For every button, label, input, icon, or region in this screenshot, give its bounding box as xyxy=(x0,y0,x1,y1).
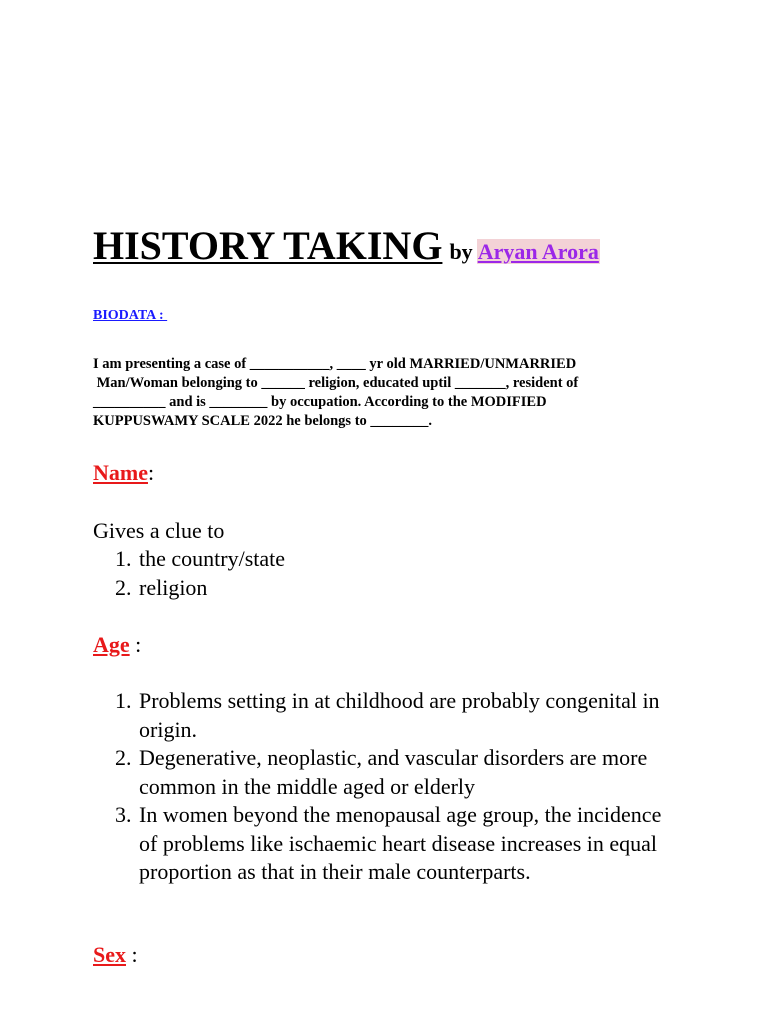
list-item-text: religion xyxy=(139,574,208,600)
document-title: HISTORY TAKING xyxy=(93,223,443,268)
list-item xyxy=(115,545,675,574)
age-suffix: : xyxy=(129,632,142,657)
sex-suffix: : xyxy=(126,942,138,967)
list-number: 2. xyxy=(115,574,132,600)
sex-heading xyxy=(93,942,138,968)
sex-label: Sex xyxy=(93,942,126,967)
name-lead-text: Gives a clue to xyxy=(93,518,225,543)
name-label: Name xyxy=(93,460,148,485)
list-item xyxy=(115,687,675,744)
intro-line: __________ and is ________ by occupation. According to the MODIFIED xyxy=(93,394,547,410)
name-suffix: : xyxy=(147,460,155,485)
by-text: by xyxy=(449,239,473,264)
list-item-text: the country/state xyxy=(139,546,286,571)
intro-line: Man/Woman belonging to ______ religion, educated uptil _______, resident of xyxy=(93,375,579,391)
age-label: Age xyxy=(93,632,130,657)
biodata-heading-link[interactable]: BIODATA : xyxy=(93,308,168,323)
intro-line: I am presenting a case of ___________, ____ yr old MARRIED/UNMARRIED xyxy=(93,356,577,372)
list-number: 1. xyxy=(115,688,132,713)
list-item-text: In women beyond the menopausal age group, the incidence of problems like ischaemic heart disease increases in equal proportion as that in their male counterparts. xyxy=(139,802,662,884)
title-line xyxy=(93,222,600,269)
list-item xyxy=(115,744,675,801)
list-item-text: Degenerative, neoplastic, and vascular disorders are more common in the middle aged or elderly xyxy=(139,745,648,799)
list-number: 3. xyxy=(115,802,132,827)
age-heading xyxy=(93,632,141,658)
name-list xyxy=(115,545,675,602)
name-heading xyxy=(93,460,154,486)
list-number: 2. xyxy=(115,745,132,770)
list-item-text: Problems setting in at childhood are probably congenital in origin. xyxy=(139,688,660,742)
age-list xyxy=(115,687,675,887)
list-item xyxy=(115,574,675,603)
intro-line: KUPPUSWAMY SCALE 2022 he belongs to ________. xyxy=(93,413,433,429)
author-link[interactable]: Aryan Arora xyxy=(477,239,599,264)
intro-paragraph xyxy=(93,355,653,431)
list-number: 1. xyxy=(115,546,132,571)
list-item xyxy=(115,801,675,887)
